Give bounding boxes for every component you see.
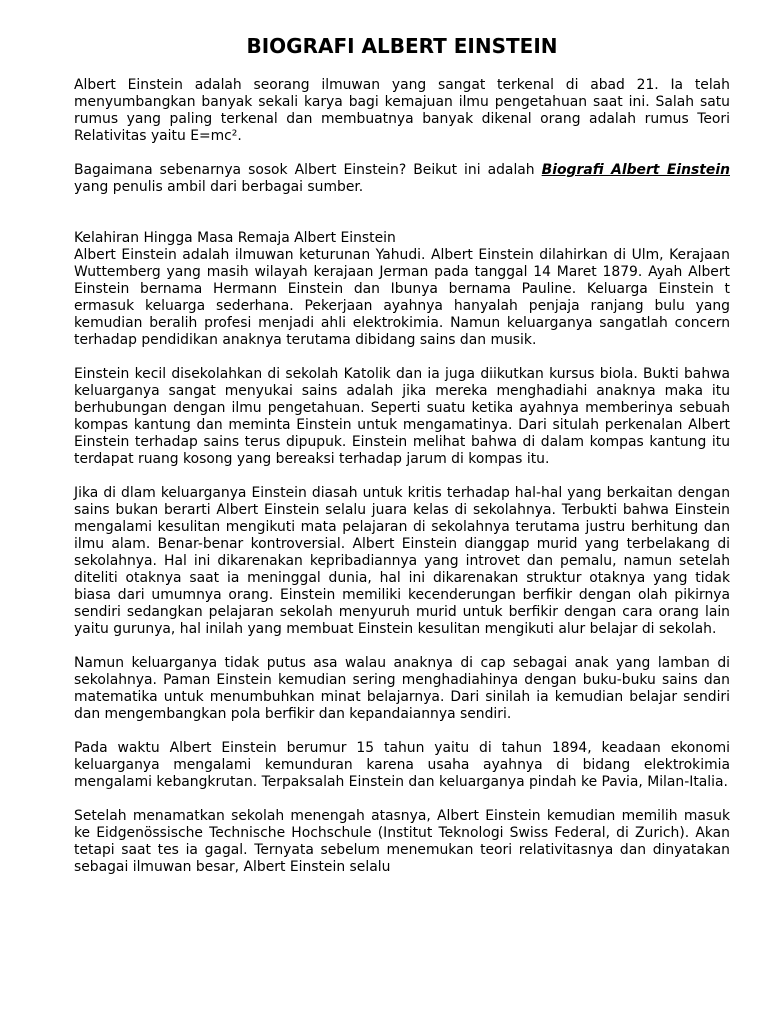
body-paragraph-4: Namun keluarganya tidak putus asa walau anaknya di cap sebagai anak yang lamban di sekolahnya. Paman Einstein kemudian sering menghadiahinya dengan buku-buku sains dan matematika untuk menumbuhkan minat belajarnya. Dari sinilah ia kemudian belajar sendiri dan mengembangkan pola berfikir dan kepandaiannya sendiri.	[74, 655, 730, 722]
document-title: BIOGRAFI ALBERT EINSTEIN	[246, 34, 558, 58]
body-paragraph-3: Jika di dlam keluarganya Einstein diasah untuk kritis terhadap hal-hal yang berkaitan dengan sains bukan berarti Albert Einstein selalu juara kelas di sekolahnya. Terbukti bahwa Einstein mengalami kesulitan mengikuti mata pelajaran di sekolahnya terutama justru berhitung dan ilmu alam. Benar-benar kontroversial. Albert Einstein dianggap murid yang terbelakang di sekolahnya. Hal ini dikarenakan kepribadiannya yang introvet dan pemalu, namun setelah diteliti otaknya saat ia meninggal dunia, hal ini dikarenakan struktur otaknya yang tidak biasa dari umumnya orang. Einstein memiliki kecenderungan berfikir dengan olah pikirnya sendiri sedangkan pelajaran sekolah menyuruh murid untuk berfikir dengan cara orang lain yaitu gurunya, hal inilah yang membuat Einstein kesulitan mengikuti alur belajar di sekolah.	[74, 485, 730, 637]
document-body	[74, 77, 730, 876]
source-text-before: Bagaimana sebenarnya sosok Albert Einstein? Beikut ini adalah	[74, 162, 542, 178]
intro-paragraph: Albert Einstein adalah seorang ilmuwan yang sangat terkenal di abad 21. Ia telah menyumbangkan banyak sekali karya bagi kemajuan ilmu pengetahuan saat ini. Salah satu rumus yang paling terkenal dan membuatnya banyak dikenal orang adalah rumus Teori Relativitas yaitu E=mc².	[74, 77, 730, 144]
section-heading: Kelahiran Hingga Masa Remaja Albert Einstein	[74, 230, 396, 246]
blank-line	[74, 213, 730, 230]
body-paragraph-1: Albert Einstein adalah ilmuwan keturunan Yahudi. Albert Einstein dilahirkan di Ulm, Kerajaan Wuttemberg yang masih wilayah kerajaan Jerman pada tanggal 14 Maret 1879. Ayah Albert Einstein bernama Hermann Einstein dan Ibunya bernama Pauline. Keluarga Einstein t ermasuk keluarga sederhana. Pekerjaan ayahnya hanyalah penjaja ranjang bulu yang kemudian beralih profesi menjadi ahli elektrokimia. Namun keluarganya sangatlah concern terhadap pendidikan anaknya terutama dibidang sains dan musik.	[74, 247, 730, 348]
biografi-link[interactable]: Biografi Albert Einstein	[541, 162, 730, 178]
body-paragraph-6: Setelah menamatkan sekolah menengah atasnya, Albert Einstein kemudian memilih masuk ke Eidgenössische Technische Hochschule (Institut Teknologi Swiss Federal, di Zurich). Akan tetapi saat tes ia gagal. Ternyata sebelum menemukan teori relativitasnya dan dinyatakan sebagai ilmuwan besar, Albert Einstein selalu	[74, 808, 730, 875]
source-text-after: yang penulis ambil dari berbagai sumber.	[74, 179, 364, 195]
body-paragraph-2: Einstein kecil disekolahkan di sekolah Katolik dan ia juga diikutkan kursus biola. Bukti bahwa keluarganya sangat menyukai sains adalah jika mereka menghadiahi anaknya maka itu berhubungan dengan ilmu pengetahuan. Seperti suatu ketika ayahnya memberinya sebuah kompas kantung dan meminta Einstein untuk mengamatinya. Dari situlah perkenalan Albert Einstein terhadap sains terus dipupuk. Einstein melihat bahwa di dalam kompas kantung itu terdapat ruang kosong yang bereaksi terhadap jarum di kompas itu.	[74, 366, 730, 467]
source-paragraph	[74, 162, 730, 196]
body-paragraph-5: Pada waktu Albert Einstein berumur 15 tahun yaitu di tahun 1894, keadaan ekonomi keluarganya mengalami kemunduran karena usaha ayahnya di bidang elektrokimia mengalami kebangkrutan. Terpaksalah Einstein dan keluarganya pindah ke Pavia, Milan-Italia.	[74, 740, 730, 790]
